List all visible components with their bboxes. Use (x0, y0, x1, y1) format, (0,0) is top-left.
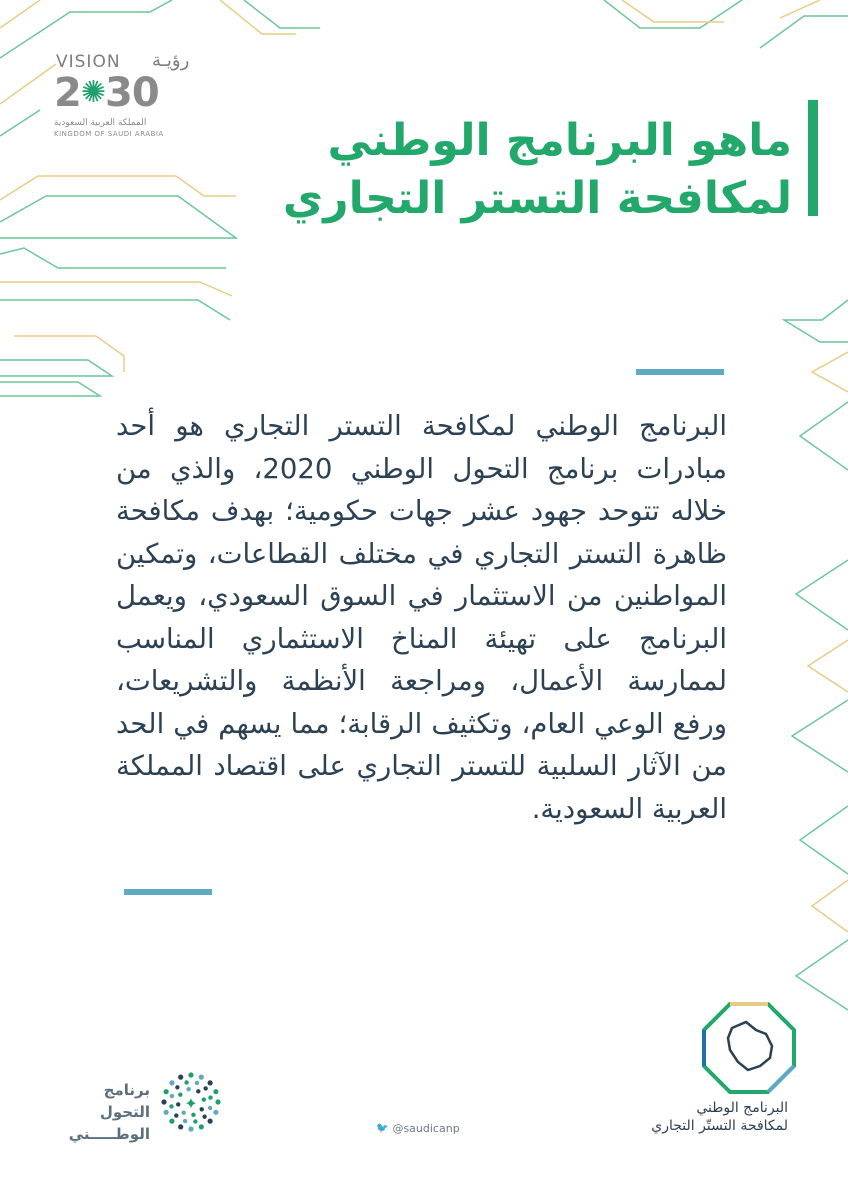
ntp-dot (199, 1075, 204, 1080)
deco-line (796, 560, 848, 630)
deco-line (0, 110, 40, 136)
ntp-dot (213, 1110, 218, 1115)
title-line-1: ماهو البرنامج الوطني (327, 115, 792, 166)
deco-line (0, 282, 232, 296)
ntp-dot (191, 1113, 195, 1117)
deco-line (792, 700, 848, 772)
vision-label-ar: رؤيـة (152, 50, 190, 71)
deco-line (0, 360, 112, 376)
program-name-line-2: لمكافحة التستّر التجاري (651, 1118, 788, 1134)
vision-year-left: 2 (54, 70, 81, 116)
ntp-dot (184, 1080, 188, 1084)
emblem-icon: ✦ (184, 1094, 198, 1113)
ntp-dot (193, 1119, 197, 1123)
ntp-dot (208, 1080, 213, 1085)
ntp-dot (199, 1124, 204, 1129)
ntp-dot (164, 1110, 169, 1115)
ntp-dot (186, 1087, 190, 1091)
ntp-dot (169, 1080, 174, 1085)
program-name-line-1: البرنامج الوطني (696, 1100, 788, 1116)
ntp-dot (174, 1113, 178, 1117)
deco-line (812, 352, 848, 392)
vision-label-en: VISION (56, 52, 121, 72)
deco-line (0, 382, 100, 396)
ntp-dot (202, 1097, 206, 1101)
deco-line (244, 0, 320, 28)
body-paragraph: البرنامج الوطني لمكافحة التستر التجاري هو أحد مبادرات برنامج التحول الوطني 2020، والذي من خلاله تتوحد جهود عشر جهات حكومية؛ بهدف مكافحة ظاهرة التستر التجاري في مختلف القطاعات، وتمكين المواطنين من الاستثمار في السوق السعودي، ويعمل البرنامج على تهيئة المناخ الاستثماري المناسب لممارسة الأعمال، ومراجعة الأنظمة والتشريعات، ورفع الوعي العام، وتكثيف الرقابة؛ مما يسهم في الحد من الآثار السلبية للتستر التجاري على اقتصاد المملكة العربية السعودية. (116, 410, 727, 825)
logo-octagon-accent-2 (768, 1066, 794, 1092)
deco-line (0, 0, 172, 58)
ntp-dot (208, 1106, 212, 1110)
ntp-dot (204, 1086, 208, 1090)
ntp-dot (208, 1095, 212, 1099)
deco-line (604, 0, 742, 28)
ntp-dot (208, 1119, 213, 1124)
kingdom-name-ar: المملكة العربية السعودية (54, 118, 147, 128)
deco-line (796, 940, 848, 1010)
twitter-handle-text: @saudicanp (392, 1122, 460, 1135)
ntp-line-1: برنامج التحول (99, 1081, 150, 1121)
ntp-dot (164, 1089, 169, 1094)
deco-line (0, 248, 226, 268)
vision-year-right: 30 (104, 70, 159, 116)
vision-year (54, 70, 159, 116)
deco-line (0, 300, 230, 320)
kingdom-name-en: KINGDOM OF SAUDI ARABIA (54, 130, 164, 138)
anti-concealment-program-logo (700, 1000, 798, 1096)
ntp-dot (169, 1119, 174, 1124)
ntp-dot (215, 1099, 220, 1104)
ntp-line-2: الوطـــــني (68, 1125, 150, 1143)
deco-line (760, 16, 848, 48)
page-title (192, 112, 792, 228)
deco-line (220, 0, 296, 34)
deco-line (812, 880, 848, 932)
ntp-dot (188, 1072, 193, 1077)
ntp-dot (200, 1107, 204, 1111)
title-accent-bar (808, 100, 818, 216)
ntp-dot (161, 1099, 166, 1104)
ntp-dot (176, 1102, 180, 1106)
ntp-logo-mark (160, 1070, 222, 1134)
ntp-dot (178, 1093, 182, 1097)
ntp-dot (183, 1119, 187, 1123)
ntp-dot (169, 1104, 173, 1108)
twitter-icon: 🐦 (376, 1123, 389, 1134)
ntp-logo-text (54, 1079, 150, 1145)
emblem-icon: ✺ (80, 75, 105, 110)
divider-bottom (124, 889, 212, 895)
title-line-2: لمكافحة التستر التجاري (282, 173, 792, 224)
divider-top (636, 369, 724, 375)
ntp-dot (196, 1089, 200, 1093)
deco-line (622, 0, 724, 22)
deco-line (784, 300, 848, 342)
ntp-dot (213, 1089, 218, 1094)
deco-line (800, 402, 848, 470)
program-name (588, 1099, 788, 1135)
deco-line (14, 336, 124, 372)
ntp-dot (202, 1115, 206, 1119)
deco-line (0, 0, 40, 28)
saudi-map-icon (728, 1022, 772, 1070)
ntp-dot (170, 1094, 174, 1098)
ntp-dot (188, 1126, 193, 1131)
twitter-handle[interactable] (376, 1122, 460, 1135)
ntp-dot (175, 1085, 179, 1089)
deco-line (808, 640, 848, 692)
ntp-dot (178, 1075, 183, 1080)
deco-line (800, 806, 848, 874)
vision-2030-logo (40, 52, 190, 142)
ntp-dot (178, 1124, 183, 1129)
ntp-dot (195, 1081, 199, 1085)
